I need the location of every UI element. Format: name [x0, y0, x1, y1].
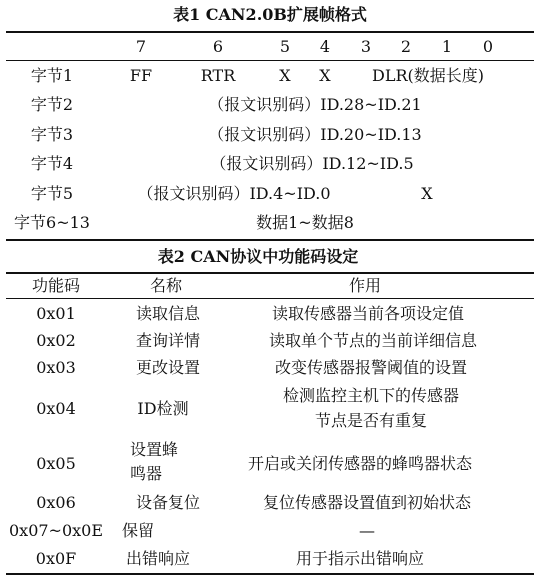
- row-label: 字节5: [30, 184, 74, 203]
- function-desc: 改变传感器报警阈值的设置: [274, 358, 468, 377]
- header-function: 作用: [348, 276, 382, 295]
- table2-top-rule: [6, 272, 534, 274]
- row-content: （报文识别码）ID.12~ID.5: [210, 154, 414, 173]
- bit-header-4: 4: [319, 37, 331, 56]
- row-content: （报文识别码）ID.20~ID.13: [208, 125, 422, 144]
- function-name: 保留: [122, 521, 155, 540]
- function-code: 0x06: [36, 493, 76, 512]
- function-code: 0x01: [36, 304, 76, 323]
- bit-header-1: 1: [441, 37, 453, 56]
- bit-header-6: 6: [212, 37, 224, 56]
- function-name: 鸣器: [129, 464, 163, 483]
- function-desc: 开启或关闭传感器的蜂鸣器状态: [247, 454, 473, 473]
- row-content: 数据1~数据8: [256, 213, 354, 232]
- cell-dlr: DLR(数据长度): [372, 66, 484, 85]
- function-name: ID检测: [137, 399, 189, 418]
- row-label: 字节3: [30, 125, 74, 144]
- table2-bottom-rule: [6, 573, 534, 575]
- row-label: 字节4: [30, 154, 74, 173]
- function-desc: 节点是否有重复: [314, 411, 428, 430]
- function-desc: 读取传感器当前各项设定值: [271, 304, 465, 323]
- cell-x: X: [319, 66, 331, 85]
- function-name: 出错响应: [125, 549, 191, 568]
- row-content: （报文识别码）ID.4~ID.0: [137, 184, 331, 203]
- function-code: 0x07~0x0E: [8, 521, 104, 540]
- table1-header-rule: [6, 60, 534, 61]
- function-desc: —: [359, 521, 375, 540]
- function-code: 0x0F: [35, 549, 77, 568]
- table1-title: 表1 CAN2.0B扩展帧格式: [173, 5, 367, 24]
- function-code: 0x03: [36, 358, 76, 377]
- cell-x: X: [279, 66, 291, 85]
- function-name: 更改设置: [135, 358, 201, 377]
- row-label: 字节2: [30, 95, 74, 114]
- table2-title: 表2 CAN协议中功能码设定: [157, 247, 359, 266]
- bit-header-3: 3: [360, 37, 372, 56]
- function-name: 读取信息: [135, 304, 201, 323]
- table2-header-rule: [6, 298, 534, 299]
- function-name: 设置蜂: [129, 440, 179, 459]
- table1-bottom-rule: [6, 239, 534, 241]
- function-name: 设备复位: [135, 493, 201, 512]
- header-name: 名称: [149, 276, 183, 295]
- cell-ff: FF: [129, 66, 153, 85]
- bit-header-2: 2: [400, 37, 412, 56]
- cell-x: X: [421, 184, 433, 203]
- bit-header-5: 5: [279, 37, 291, 56]
- bit-header-7: 7: [135, 37, 147, 56]
- function-code: 0x04: [36, 399, 76, 418]
- row-label: 字节6~13: [14, 213, 90, 232]
- bit-header-0: 0: [482, 37, 494, 56]
- table1-top-rule: [6, 31, 534, 33]
- function-code: 0x05: [36, 454, 76, 473]
- row-label: 字节1: [30, 66, 74, 85]
- cell-rtr: RTR: [200, 66, 236, 85]
- function-desc: 复位传感器设置值到初始状态: [262, 493, 472, 512]
- function-desc: 用于指示出错响应: [295, 549, 425, 568]
- row-content: （报文识别码）ID.28~ID.21: [208, 95, 422, 114]
- function-desc: 读取单个节点的当前详细信息: [268, 331, 478, 350]
- function-code: 0x02: [36, 331, 76, 350]
- function-desc: 检测监控主机下的传感器: [282, 386, 460, 405]
- function-name: 查询详情: [135, 331, 201, 350]
- header-code: 功能码: [31, 276, 81, 295]
